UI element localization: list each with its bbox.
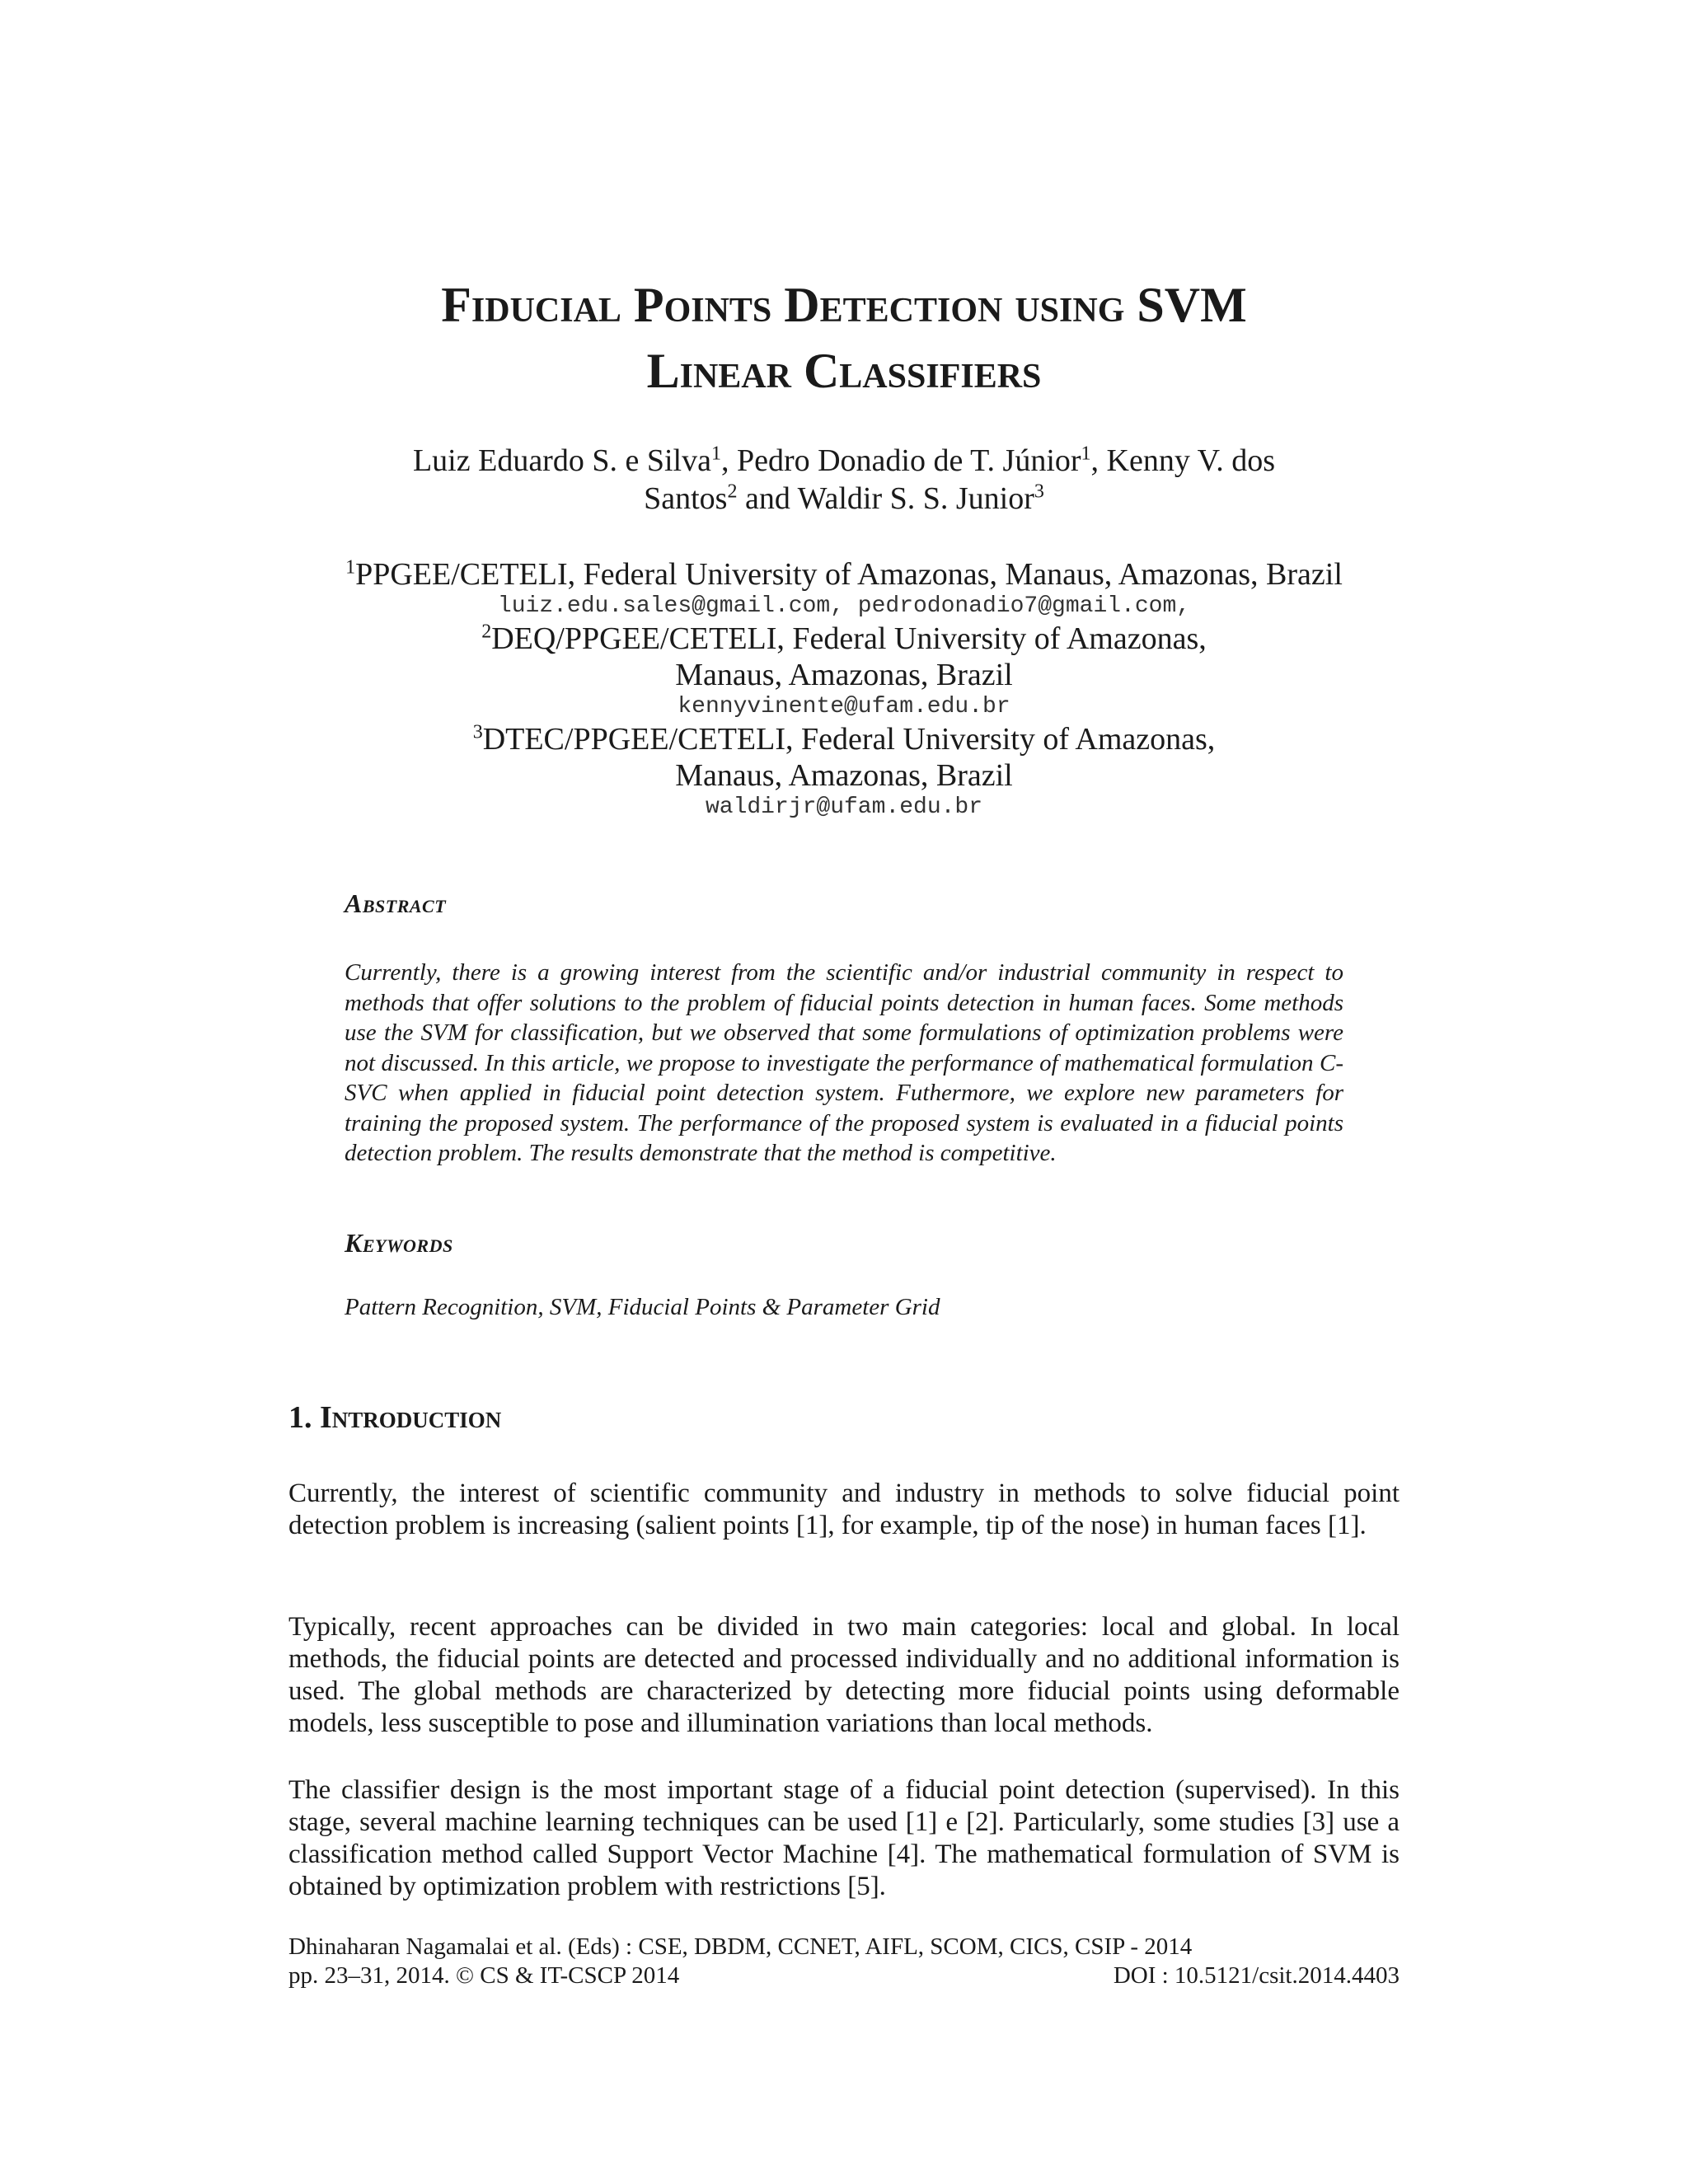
author-affil-marker: 1 xyxy=(710,443,721,465)
title-line-2: Linear Classifiers xyxy=(646,344,1042,398)
author-name: Luiz Eduardo S. e Silva xyxy=(412,443,711,478)
intro-paragraph-1: Currently, the interest of scientific community and industry in methods to solve fiducial point detection problem is increasing (salient points [1], for example, tip of the nose) in human faces [1]. xyxy=(288,1479,1400,1540)
affiliation-2-location: Manaus, Amazonas, Brazil xyxy=(675,658,1013,692)
keywords-text: Pattern Recognition, SVM, Fiducial Points & Parameter Grid xyxy=(345,1294,940,1320)
affiliation-text: PPGEE/CETELI, Federal University of Amazonas, Manaus, Amazonas, Brazil xyxy=(355,557,1343,592)
title-line-1: Fiducial Points Detection using SVM xyxy=(441,278,1247,332)
intro-paragraph-2: Typically, recent approaches can be divided in two main categories: local and global. In local methods, the fiducial points are detected and processed individually and no additional information is used. The global methods are characterized by detecting more fiducial points using deformable models, less susceptible to pose and illumination variations than local methods. xyxy=(288,1612,1400,1738)
abstract-heading: Abstract xyxy=(345,888,447,918)
author-line-1 xyxy=(0,442,1688,480)
affiliation-1 xyxy=(0,556,1688,593)
section-title: Introduction xyxy=(320,1400,502,1435)
section-number: 1. xyxy=(288,1400,320,1435)
affil-marker: 2 xyxy=(481,621,492,643)
footer-pages-copyright: pp. 23–31, 2014. © CS & IT-CSCP 2014 xyxy=(288,1962,680,1989)
paper-title xyxy=(0,272,1688,404)
affiliation-3 xyxy=(0,721,1688,757)
footer-row xyxy=(288,1961,1400,1990)
footer-proceedings: Dhinaharan Nagamalai et al. (Eds) : CSE, DBDM, CCNET, AIFL, SCOM, CICS, CSIP - 2014 xyxy=(288,1933,1193,1960)
affiliation-3-email[interactable]: waldirjr@ufam.edu.br xyxy=(705,794,983,820)
affiliation-3-location: Manaus, Amazonas, Brazil xyxy=(675,758,1013,793)
affiliations xyxy=(0,556,1688,822)
section-heading-introduction xyxy=(288,1399,501,1436)
keywords-heading: Keywords xyxy=(345,1228,453,1258)
abstract-text: Currently, there is a growing interest from the scientific and/or industrial community in respect to methods that offer solutions to the problem of fiducial points detection in human faces. Some methods use the SVM for classification, but we observed that some formulations of optimization problems were not discussed. In this article, we propose to investigate the performance of mathematical formulation C-SVC when applied in fiducial point detection system. Futhermore, we explore new parameters for training the proposed system. The performance of the proposed system is evaluated in a fiducial points detection problem. The results demonstrate that the method is competitive. xyxy=(345,959,1343,1166)
page-footer xyxy=(288,1933,1400,1990)
footer-doi[interactable]: DOI : 10.5121/csit.2014.4403 xyxy=(1113,1962,1400,1989)
author-affil-marker: 3 xyxy=(1034,480,1044,503)
author-affil-marker: 1 xyxy=(1081,443,1091,465)
affiliation-text: DEQ/PPGEE/CETELI, Federal University of Amazonas, xyxy=(491,621,1207,656)
author-affil-marker: 2 xyxy=(727,480,738,503)
author-name: , Pedro Donadio de T. Júnior xyxy=(720,443,1081,478)
affiliation-2 xyxy=(0,621,1688,657)
affil-marker: 1 xyxy=(345,556,356,579)
author-list xyxy=(0,442,1688,518)
author-line-2 xyxy=(0,480,1688,518)
author-name: and Waldir S. S. Junior xyxy=(737,481,1034,516)
affiliation-1-email[interactable]: luiz.edu.sales@gmail.com, pedrodonadio7@gmail.com, xyxy=(497,593,1191,619)
intro-paragraph-3: The classifier design is the most important stage of a fiducial point detection (supervised). In this stage, several machine learning techniques can be used [1] e [2]. Particularly, some studies [3] use a classification method called Support Vector Machine [4]. The mathematical formulation of SVM is obtained by optimization problem with restrictions [5]. xyxy=(288,1775,1400,1901)
affiliation-text: DTEC/PPGEE/CETELI, Federal University of Amazonas, xyxy=(482,722,1216,757)
affil-marker: 3 xyxy=(472,721,483,743)
affiliation-2-email[interactable]: kennyvinente@ufam.edu.br xyxy=(678,694,1010,719)
author-name: Santos xyxy=(644,481,728,516)
author-name: , Kenny V. dos xyxy=(1090,443,1276,478)
